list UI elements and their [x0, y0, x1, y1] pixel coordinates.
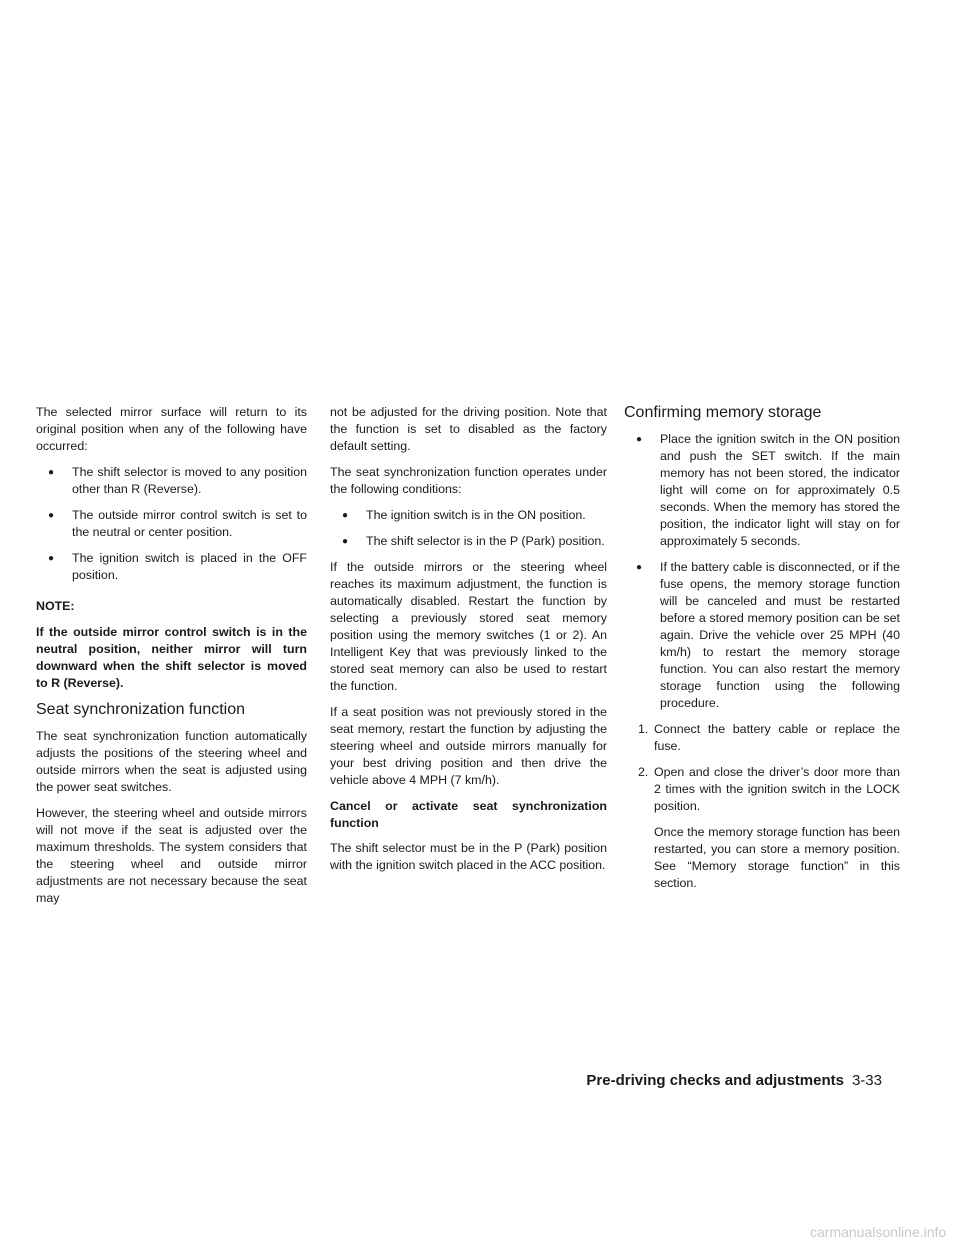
list-item: ● The ignition switch is placed in the OFF position. — [48, 550, 307, 584]
paragraph: The shift selector must be in the P (Park) position with the ignition switch placed in the ACC position. — [330, 841, 607, 872]
subheading-cancel-activate: Cancel or activate seat synchronization function — [330, 799, 607, 830]
paragraph: Once the memory storage function has been restarted, you can store a memory position. See “Memory storage function” in this section. — [654, 825, 900, 890]
page-number: 3-33 — [851, 1072, 882, 1089]
note-label: NOTE: — [36, 599, 75, 613]
step-text: Connect the battery cable or replace the fuse. — [654, 722, 900, 753]
list-item: ● The ignition switch is in the ON position. — [342, 507, 607, 524]
paragraph: However, the steering wheel and outside mirrors will not move if the seat is adjusted over the maximum thresholds. The system considers that the steering wheel and outside mirror adjustments are not necessary because the seat may — [36, 806, 307, 905]
paragraph: The seat synchronization function operates under the following conditions: — [330, 465, 607, 496]
left-column — [36, 404, 307, 916]
step-number: 2. — [638, 765, 649, 779]
watermark: carmanualsonline.info — [810, 1224, 947, 1240]
list-item: ● The shift selector is moved to any position other than R (Reverse). — [48, 464, 307, 498]
list-item: ● If the battery cable is disconnected, or if the fuse opens, the memory storage function will be canceled and must be restarted before a stored memory position can be set again. Drive the vehicle over 25 MPH (40 km/h) to restart the memory storage function. You can also restart the memory storage function using the following procedure. — [636, 559, 900, 712]
list-item: ● The shift selector is in the P (Park) position. — [342, 533, 607, 550]
right-column — [624, 404, 900, 901]
note-text: If the outside mirror control switch is in the neutral position, neither mirror will turn downward when the shift selector is moved to R (Reverse). — [36, 625, 307, 690]
step-text: Open and close the driver’s door more than 2 times with the ignition switch in the LOCK position. — [654, 765, 900, 813]
middle-column — [330, 404, 607, 883]
numbered-step — [624, 721, 900, 755]
paragraph: The seat synchronization function automatically adjusts the positions of the steering wheel and outside mirrors when the seat is adjusted using the power seat switches. — [36, 729, 307, 794]
paragraph: not be adjusted for the driving position. Note that the function is set to disabled as the factory default setting. — [330, 405, 607, 453]
list-item: ● Place the ignition switch in the ON position and push the SET switch. If the main memory has not been stored, the indicator light will come on for approximately 0.5 seconds. When the memory has stored the position, the indicator light will stay on for approximately 5 seconds. — [636, 431, 900, 550]
page-footer — [586, 1072, 882, 1090]
intro-paragraph: The selected mirror surface will return to its original position when any of the following have occurred: — [36, 405, 307, 453]
footer-section-title: Pre-driving checks and adjustments — [586, 1072, 844, 1089]
list-item: ● The outside mirror control switch is set to the neutral or center position. — [48, 507, 307, 541]
paragraph: If the outside mirrors or the steering wheel reaches its maximum adjustment, the function is automatically disabled. Restart the function by selecting a previously stored seat memory position using the memory switches (1 or 2). An Intelligent Key that was previously linked to the stored seat memory can also be used to restart the function. — [330, 560, 607, 693]
section-heading-seat-sync: Seat synchronization function — [36, 701, 246, 718]
section-heading-confirming-memory: Confirming memory storage — [624, 404, 822, 421]
step-number: 1. — [638, 722, 649, 736]
numbered-step — [624, 764, 900, 815]
paragraph: If a seat position was not previously stored in the seat memory, restart the function by adjusting the steering wheel and outside mirrors manually for your best driving position and then drive the vehicle above 4 MPH (7 km/h). — [330, 705, 607, 787]
